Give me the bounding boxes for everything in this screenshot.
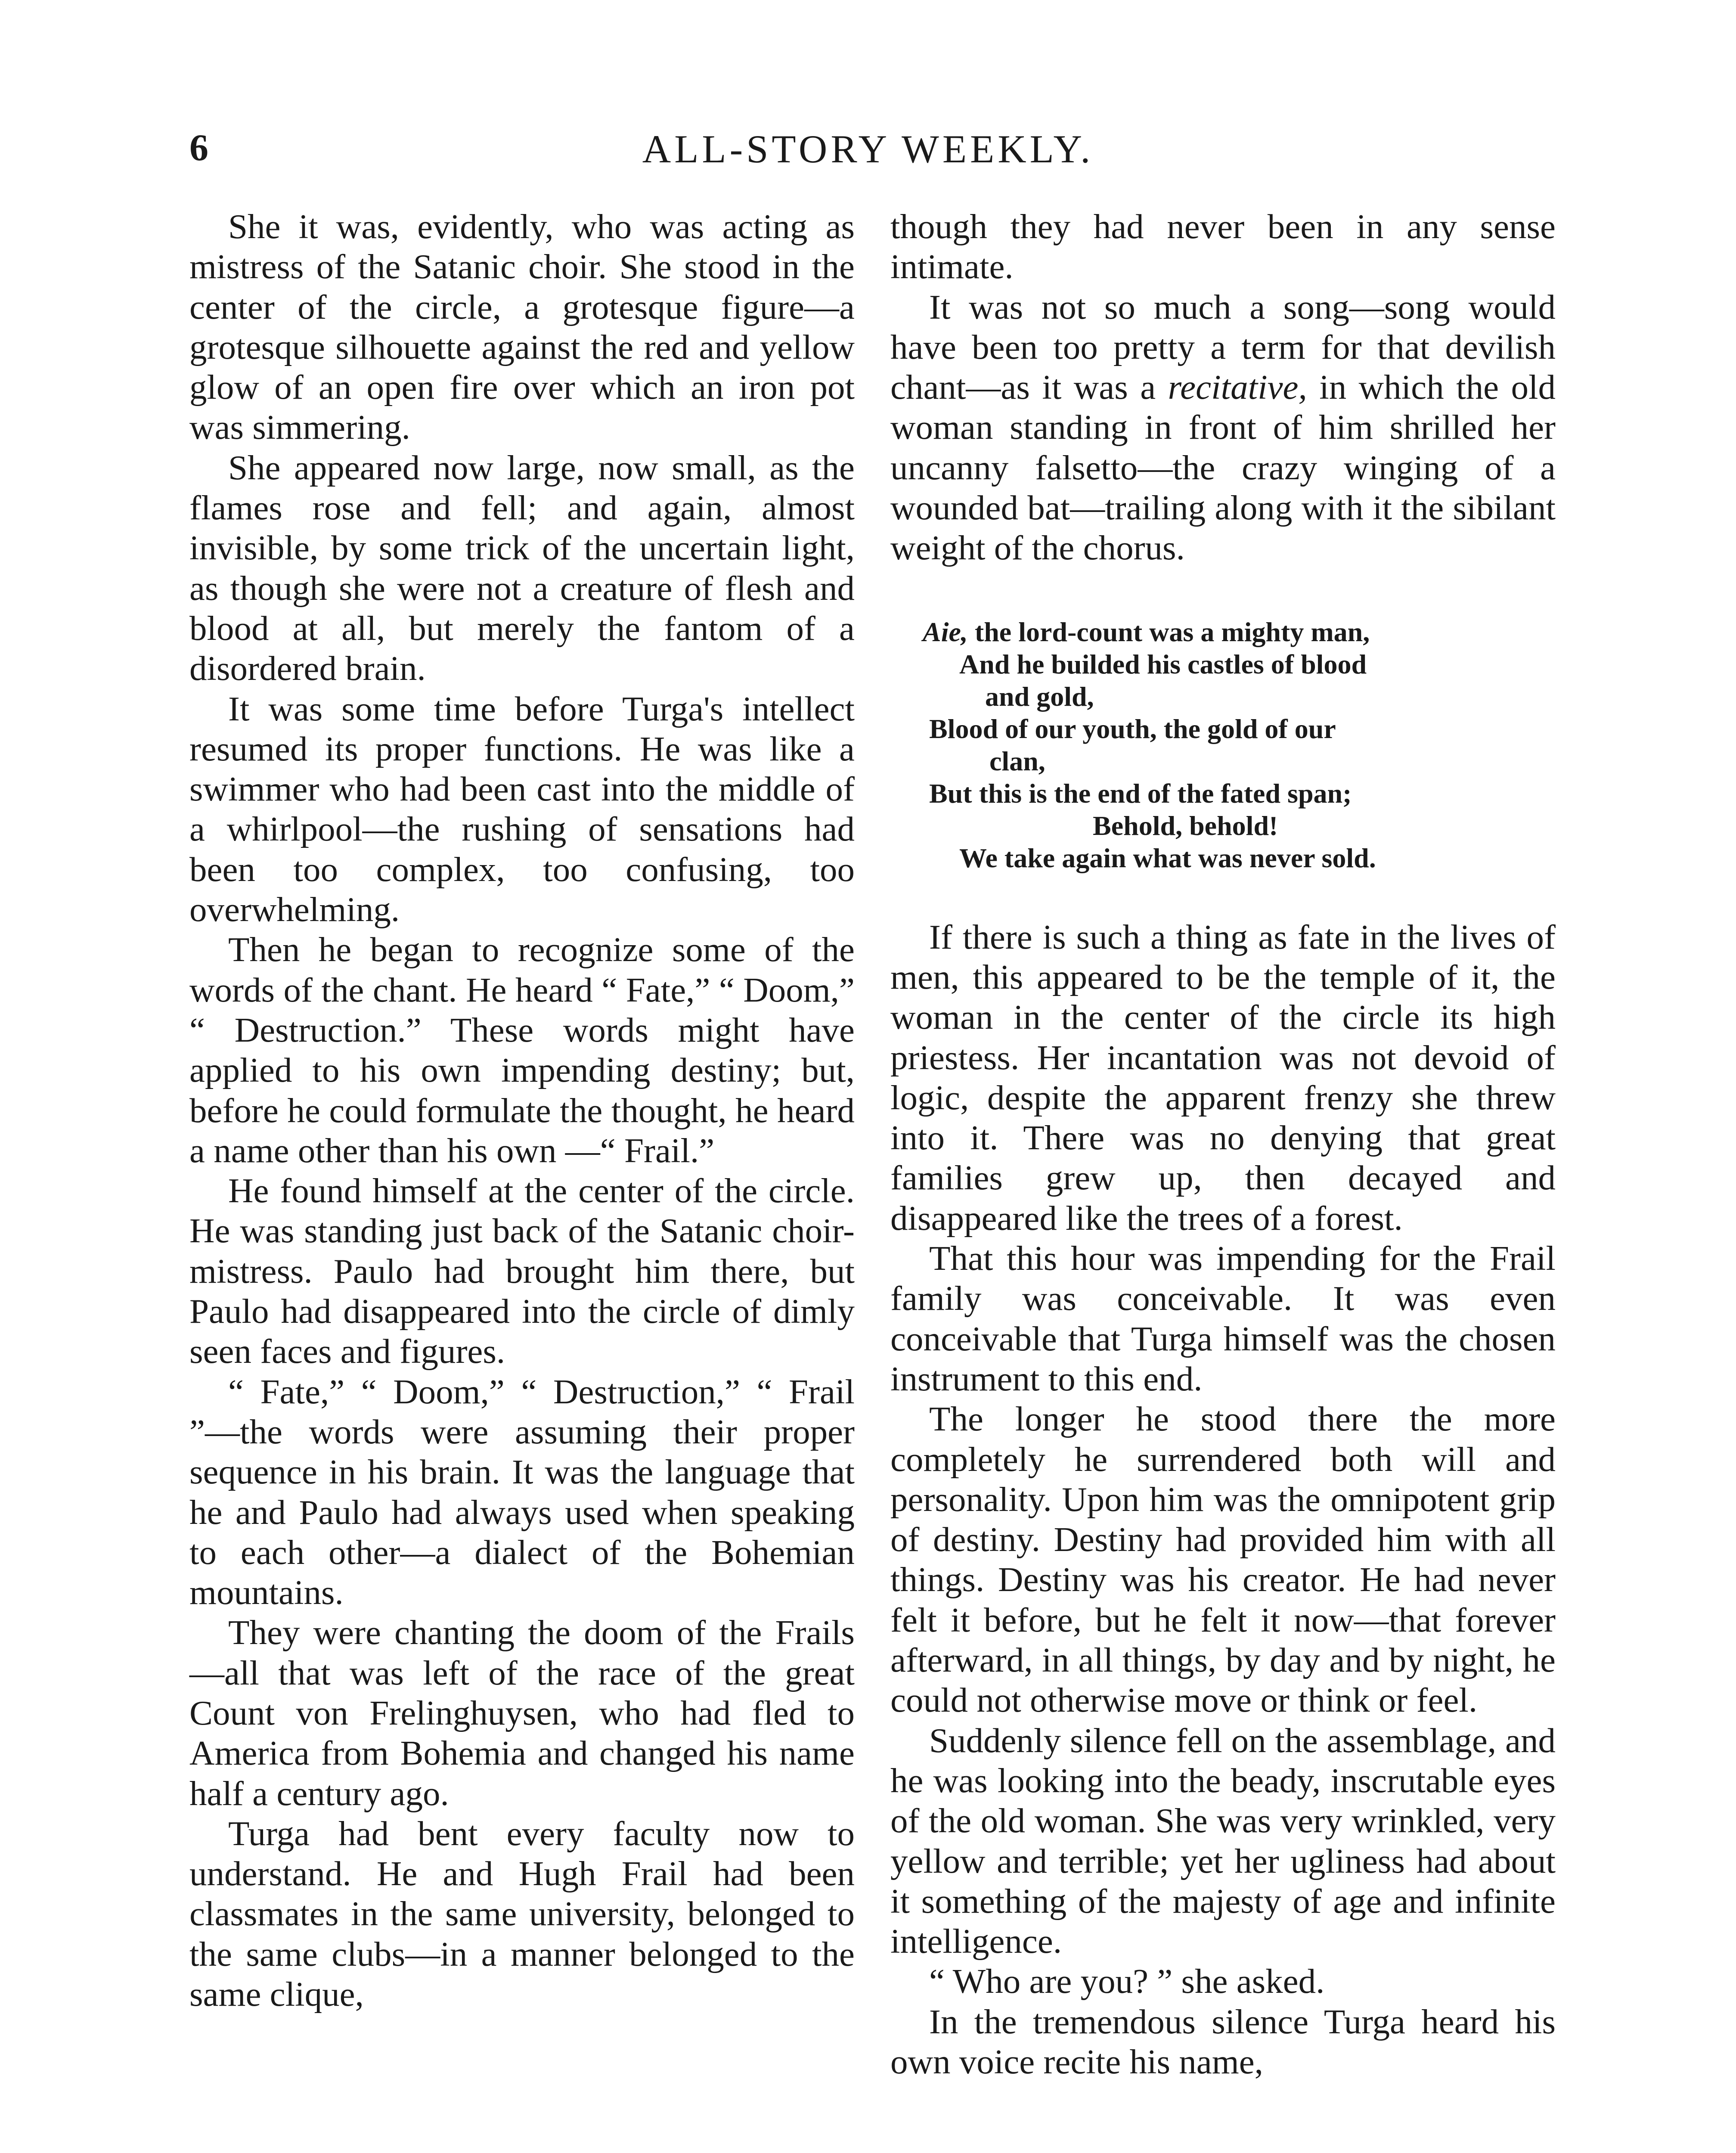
paragraph: Turga had bent every faculty now to understand. He and Hugh Frail had been classmates in the same university, belonged to the same clubs—in a manner belonged to the same clique, — [189, 1814, 855, 2014]
paragraph: In the tremendous silence Turga heard his own voice recite his name, — [890, 2002, 1556, 2081]
paragraph: “ Who are you? ” she asked. — [929, 1962, 1325, 2001]
right-column — [890, 207, 1556, 2082]
text-run: the lord-count was a mighty man, — [967, 616, 1370, 647]
paragraph: “ Fate,” “ Doom,” “ Destruction,” “ Frail ”—the words were assuming their proper sequence in his brain. It was the language that he and Paulo had always used when speaking to each other—a dialect of the Bohemian mountains. — [189, 1372, 855, 1612]
paragraph-continuation: though they had never been in any sense intimate. — [890, 207, 1556, 286]
paragraph: They were chanting the doom of the Frails—all that was left of the race of the great Count von Frelinghuysen, who had fled to America from Bohemia and changed his name half a century ago. — [189, 1613, 855, 1813]
text-run: in which the old woman standing in front of him shrilled her uncanny falsetto—the crazy winging of a wounded bat—trailing along with it the sibilant weight of the chorus. — [890, 368, 1556, 568]
page-number: 6 — [189, 127, 208, 169]
paragraph — [890, 287, 1556, 568]
italic-word: recitative, — [1168, 368, 1307, 407]
verse-line: Behold, behold! — [1093, 810, 1278, 841]
paragraph: Then he began to recognize some of the words of the chant. He heard “ Fate,” “ Doom,” “ Destruction.” These words might have applied to his own impending destiny; but, before he could formulate the thought, he heard a name other than his own —“ Frail.” — [189, 930, 855, 1170]
verse-line: clan, — [989, 745, 1045, 776]
verse-line: and gold, — [985, 681, 1094, 712]
verse-line: We take again what was never sold. — [959, 842, 1376, 873]
paragraph: She appeared now large, now small, as the flames rose and fell; and again, almost invisible, by some trick of the uncertain light, as though she were not a creature of flesh and blood at all, but merely the fantom of a disordered brain. — [189, 448, 855, 688]
verse-line: But this is the end of the fated span; — [929, 778, 1352, 809]
text-run: It was not so much a song—song would have been too pretty a term for that devilish chant—as it was a — [890, 287, 1556, 407]
paragraph: It was some time before Turga's intellect resumed its proper functions. He was like a swimmer who had been cast into the middle of a whirlpool—the rushing of sensations had been too complex, too confusing, too overwhelming. — [189, 689, 855, 929]
paragraph: He found himself at the center of the circle. He was standing just back of the Satanic choir-mistress. Paulo had brought him there, but Paulo had disappeared into the circle of dimly seen faces and figures. — [189, 1171, 855, 1371]
verse-italic-word: Aie, — [923, 616, 968, 647]
paragraph: Suddenly silence fell on the assemblage, and he was looking into the beady, inscrutable eyes of the old woman. She was very wrinkled, very yellow and terrible; yet her ugliness had about it something of the majesty of age and infinite intelligence. — [890, 1721, 1556, 1961]
left-column — [189, 207, 855, 2014]
running-title: ALL-STORY WEEKLY. — [642, 127, 1094, 171]
verse-line — [890, 616, 1556, 648]
paragraph: The longer he stood there the more completely he surrendered both will and personality. Upon him was the omnipotent grip of destiny. Destiny had provided him with all things. Destiny was his creator. He had never felt it before, but he felt it now—that forever afterward, in all things, by day and by night, he could not otherwise move or think or feel. — [890, 1399, 1556, 1720]
paragraph: If there is such a thing as fate in the lives of men, this appeared to be the temple of it, the woman in the center of the circle its high priestess. Her incantation was not devoid of logic, despite the apparent frenzy she threw into it. There was no denying that great families grew up, then decayed and disappeared like the trees of a forest. — [890, 917, 1556, 1238]
verse-line: Blood of our youth, the gold of our — [929, 713, 1336, 744]
paragraph: That this hour was impending for the Frail family was conceivable. It was even conceivable that Turga himself was the chosen instrument to this end. — [890, 1239, 1556, 1398]
verse-block — [890, 616, 1556, 874]
verse-line: And he builded his castles of blood — [959, 648, 1367, 679]
paragraph: She it was, evidently, who was acting as mistress of the Satanic choir. She stood in the center of the circle, a grotesque figure—a grotesque silhouette against the red and yellow glow of an open fire over which an iron pot was simmering. — [189, 207, 855, 447]
